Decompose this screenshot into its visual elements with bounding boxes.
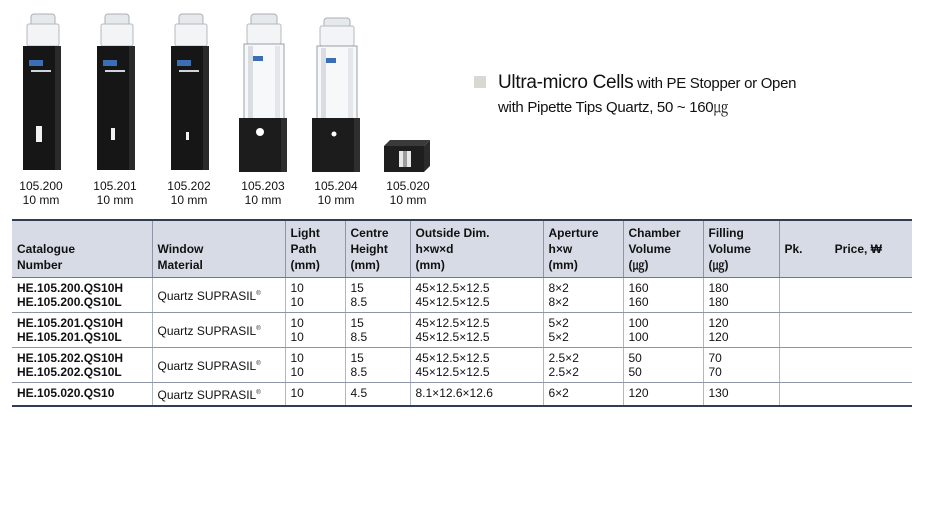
col-outside-dim: Outside Dim. h×w×d (mm)	[410, 220, 543, 278]
table-row	[12, 278, 912, 313]
col-catalogue: Catalogue Number	[12, 220, 152, 278]
filling-cell: 180 180	[703, 278, 779, 313]
product-105-020	[372, 0, 444, 215]
col-price: Price, ₩	[834, 242, 882, 256]
catalogue-cell: HE.105.200.QS10H HE.105.200.QS10L	[12, 278, 152, 313]
col-pk: Pk.	[784, 242, 803, 256]
window-cell: Quartz SUPRASIL®	[152, 348, 285, 383]
product-105-200	[5, 0, 77, 215]
product-path: 10 mm	[170, 193, 208, 207]
filling-cell: 130	[703, 383, 779, 407]
light-cell: 10 10	[285, 278, 345, 313]
aperture-cell: 5×2 5×2	[543, 313, 623, 348]
product-path: 10 mm	[389, 193, 427, 207]
col-centre-height: Centre Height (mm)	[345, 220, 410, 278]
filling-cell: 70 70	[703, 348, 779, 383]
heading-subtitle: with PE Stopper or Open	[633, 75, 797, 92]
light-cell: 10	[285, 383, 345, 407]
product-code: 105.202	[167, 179, 211, 193]
col-chamber-volume: Chamber Volume (㎍)	[623, 220, 703, 278]
centre-cell: 15 8.5	[345, 313, 410, 348]
chamber-cell: 120	[623, 383, 703, 407]
col-pk-price	[779, 220, 912, 278]
catalogue-cell: HE.105.202.QS10H HE.105.202.QS10L	[12, 348, 152, 383]
aperture-cell: 8×2 8×2	[543, 278, 623, 313]
product-code: 105.204	[314, 179, 358, 193]
table-header-row	[12, 220, 912, 278]
product-105-202	[153, 0, 225, 215]
light-cell: 10 10	[285, 348, 345, 383]
heading-line-2: with Pipette Tips Quartz, 50 ~ 160㎍	[498, 99, 729, 116]
price-cell	[779, 383, 912, 407]
aperture-cell: 6×2	[543, 383, 623, 407]
window-cell: Quartz SUPRASIL®	[152, 278, 285, 313]
outside-cell: 45×12.5×12.5 45×12.5×12.5	[410, 348, 543, 383]
col-window: Window Material	[152, 220, 285, 278]
product-images	[0, 0, 460, 215]
cuvette-clear-icon	[227, 0, 299, 180]
product-code: 105.020	[386, 179, 430, 193]
chamber-cell: 100 100	[623, 313, 703, 348]
product-path: 10 mm	[244, 193, 282, 207]
cuvette-black-icon	[79, 0, 151, 180]
chamber-cell: 160 160	[623, 278, 703, 313]
spec-table	[12, 219, 912, 407]
centre-cell: 15 8.5	[345, 348, 410, 383]
col-aperture: Aperture h×w (mm)	[543, 220, 623, 278]
price-cell	[779, 348, 912, 383]
filling-cell: 120 120	[703, 313, 779, 348]
catalogue-cell: HE.105.201.QS10H HE.105.201.QS10L	[12, 313, 152, 348]
product-code: 105.200	[19, 179, 63, 193]
col-light-path: Light Path (mm)	[285, 220, 345, 278]
heading-line-1	[498, 72, 796, 94]
centre-cell: 15 8.5	[345, 278, 410, 313]
square-bullet-icon	[474, 76, 486, 88]
product-105-203	[227, 0, 299, 215]
product-path: 10 mm	[317, 193, 355, 207]
product-code: 105.201	[93, 179, 137, 193]
cuvette-black-icon	[5, 0, 77, 180]
product-105-201	[79, 0, 151, 215]
cuvette-black-icon	[153, 0, 225, 180]
window-cell: Quartz SUPRASIL®	[152, 313, 285, 348]
table-row	[12, 313, 912, 348]
heading-title: Ultra-micro Cells	[498, 72, 634, 93]
light-cell: 10 10	[285, 313, 345, 348]
price-cell	[779, 278, 912, 313]
catalogue-cell: HE.105.020.QS10	[12, 383, 152, 407]
window-cell: Quartz SUPRASIL®	[152, 383, 285, 407]
chamber-cell: 50 50	[623, 348, 703, 383]
outside-cell: 8.1×12.6×12.6	[410, 383, 543, 407]
table-row	[12, 348, 912, 383]
centre-cell: 4.5	[345, 383, 410, 407]
product-code: 105.203	[241, 179, 285, 193]
cuvette-clear-icon	[300, 0, 372, 180]
table-row	[12, 383, 912, 407]
product-path: 10 mm	[96, 193, 134, 207]
price-cell	[779, 313, 912, 348]
cuvette-short-icon	[372, 0, 444, 180]
col-filling-volume: Filling Volume (㎍)	[703, 220, 779, 278]
outside-cell: 45×12.5×12.5 45×12.5×12.5	[410, 278, 543, 313]
outside-cell: 45×12.5×12.5 45×12.5×12.5	[410, 313, 543, 348]
aperture-cell: 2.5×2 2.5×2	[543, 348, 623, 383]
product-105-204	[300, 0, 372, 215]
product-path: 10 mm	[22, 193, 60, 207]
